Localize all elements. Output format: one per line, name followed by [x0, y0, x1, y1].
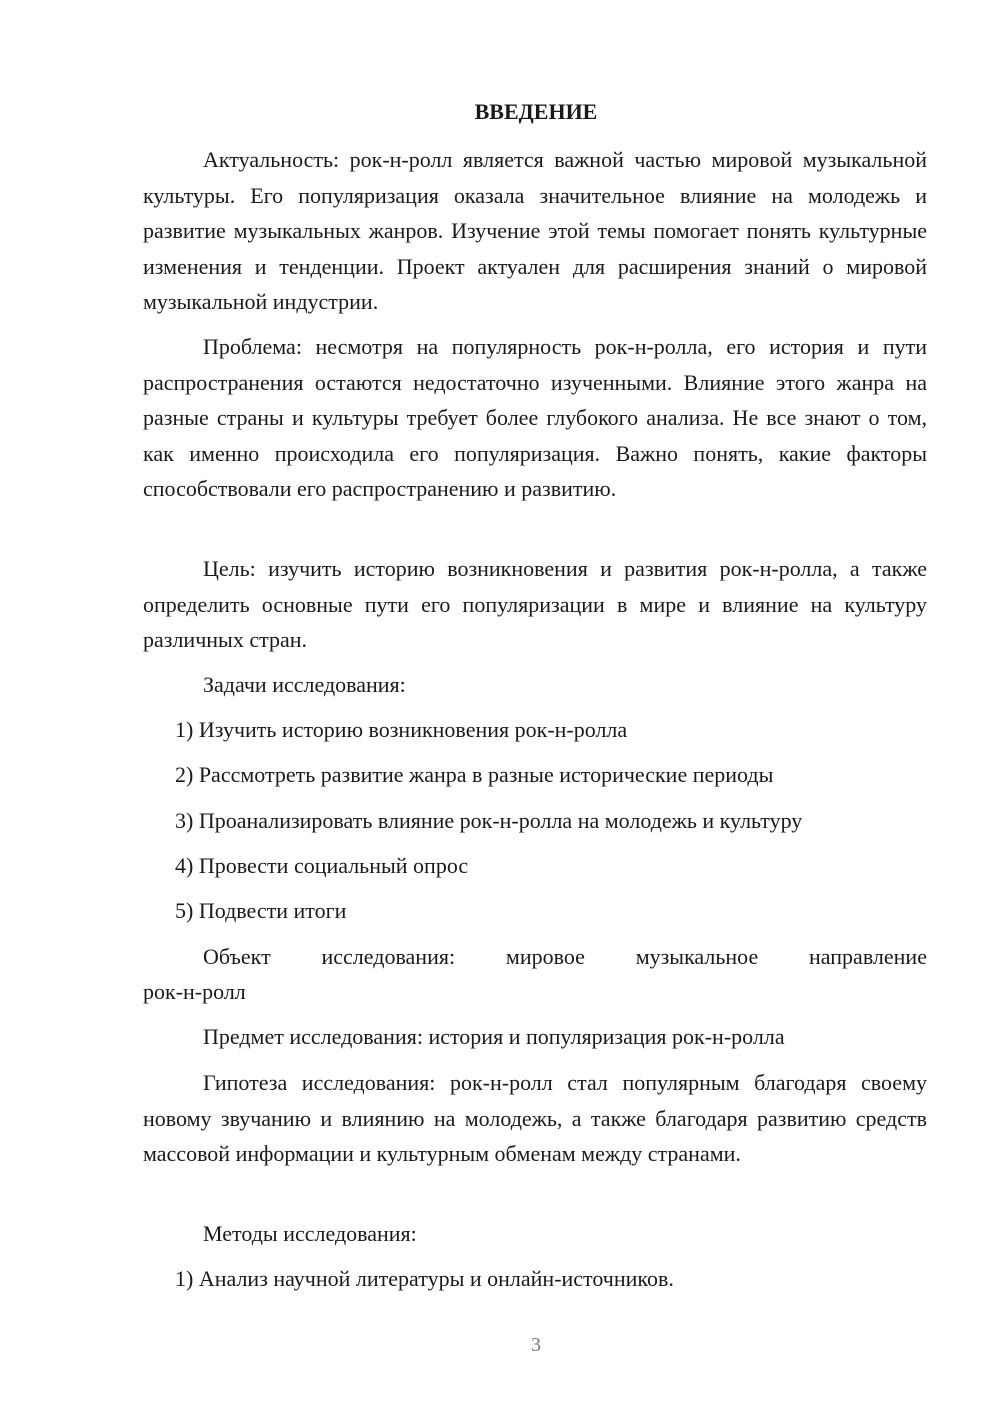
- object-word: мировое: [505, 944, 585, 969]
- object-word: направление: [809, 944, 927, 969]
- task-item: 4) Провести социальный опрос: [175, 853, 469, 878]
- task-item: 5) Подвести итоги: [175, 898, 347, 923]
- page-number: 3: [531, 1334, 541, 1356]
- methods-title: Методы исследования:: [203, 1221, 417, 1246]
- method-item: 1) Анализ научной литературы и онлайн-источников.: [175, 1266, 674, 1291]
- section-heading: ВВЕДЕНИЕ: [474, 99, 598, 124]
- object-first-line: [203, 939, 927, 975]
- task-item: 2) Рассмотреть развитие жанра в разные исторические периоды: [175, 762, 774, 787]
- subject-line: Предмет исследования: история и популяризация рок-н-ролла: [203, 1024, 785, 1049]
- problem-paragraph: Проблема: несмотря на популярность рок-н-ролла, его история и пути распространения остаются недостаточно изученными. Влияние этого жанра на разные страны и культуры требует более глубокого анализа. Не все знают о том, как именно происходила его популяризация. Важно понять, какие факторы способствовали его распространению и развитию.: [143, 334, 927, 501]
- object-word: Объект: [203, 944, 271, 969]
- tasks-title: Задачи исследования:: [203, 672, 406, 697]
- object-word: исследования:: [321, 944, 456, 969]
- object-continuation: рок-н-ролл: [143, 979, 246, 1004]
- object-word: музыкальное: [635, 944, 759, 969]
- hypothesis-paragraph: Гипотеза исследования: рок-н-ролл стал популярным благодаря своему новому звучанию и влиянию на молодежь, а также благодаря развитию средств массовой информации и культурным обменам между странами.: [143, 1070, 927, 1166]
- task-item: 1) Изучить историю возникновения рок-н-ролла: [175, 717, 628, 742]
- task-item: 3) Проанализировать влияние рок-н-ролла на молодежь и культуру: [175, 808, 803, 833]
- relevance-paragraph: Актуальность: рок-н-ролл является важной частью мировой музыкальной культуры. Его популяризация оказала значительное влияние на молодежь и развитие музыкальных жанров. Изучение этой темы помогает понять культурные изменения и тенденции. Проект актуален для расширения знаний о мировой музыкальной индустрии.: [143, 147, 927, 314]
- goal-paragraph: Цель: изучить историю возникновения и развития рок-н-ролла, а также определить основные пути его популяризации в мире и влияние на культуру различных стран.: [143, 556, 927, 652]
